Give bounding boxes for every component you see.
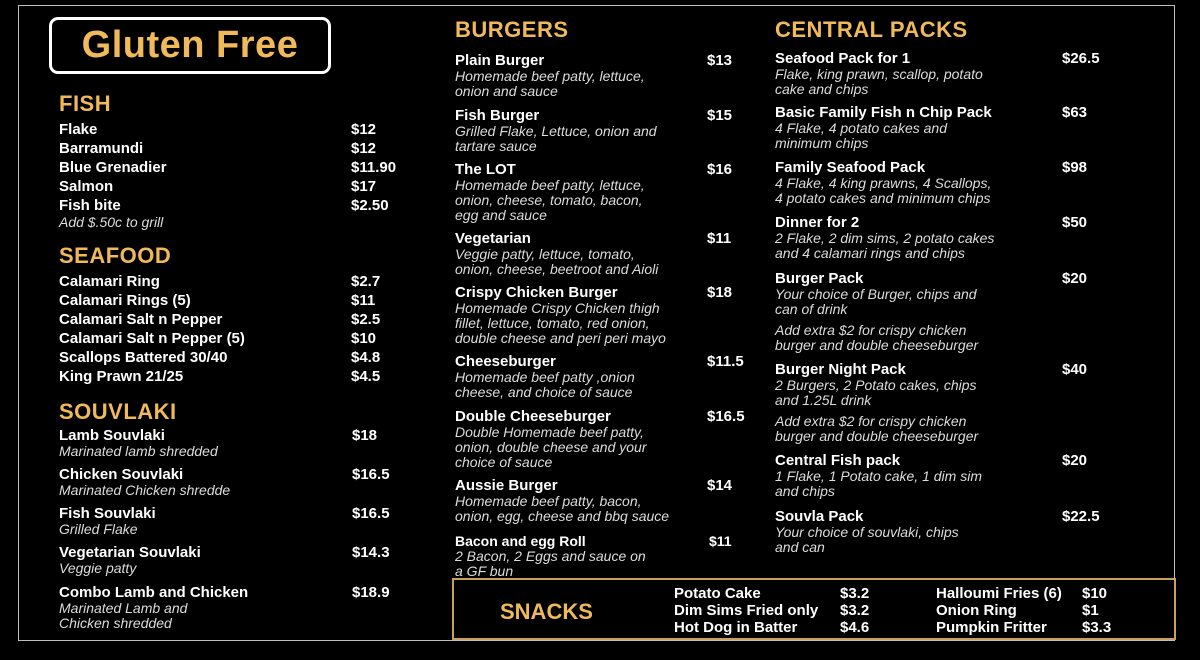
- snack-name: Pumpkin Fritter: [936, 619, 1047, 636]
- item-price: $16: [707, 161, 733, 178]
- fish-item-price: $12: [351, 121, 377, 138]
- item-price: $14.3: [352, 544, 390, 561]
- pack-item: [775, 105, 992, 151]
- burger-item: [455, 285, 666, 346]
- pack-item: [775, 509, 959, 555]
- item-price: $18: [707, 284, 733, 301]
- item-price: $16.5: [707, 408, 745, 425]
- snacks-box: [452, 578, 1176, 640]
- item-extra-note: burger and double cheeseburger: [775, 428, 979, 444]
- item-name: Souvla Pack: [775, 508, 864, 525]
- item-description: 4 Flake, 4 king prawns, 4 Scallops,: [775, 175, 992, 191]
- item-name: Chicken Souvlaki: [59, 466, 184, 483]
- item-price: $26.5: [1062, 50, 1100, 67]
- snack-price: $1: [1082, 602, 1099, 619]
- item-name: Seafood Pack for 1: [775, 50, 911, 67]
- item-name: Bacon and egg Roll: [455, 533, 586, 549]
- seafood-item-price: $4.8: [351, 349, 381, 366]
- item-description: 2 Bacon, 2 Eggs and sauce on: [455, 548, 646, 564]
- item-description: Homemade beef patty, lettuce,: [455, 68, 645, 84]
- item-description: Veggie patty, lettuce, tomato,: [455, 246, 635, 262]
- burger-item: [455, 478, 669, 524]
- burgers-heading: BURGERS: [455, 17, 569, 42]
- item-description: onion and sauce: [455, 83, 558, 99]
- item-description: can of drink: [775, 301, 848, 317]
- item-description: egg and sauce: [455, 207, 547, 223]
- pack-item: [775, 362, 978, 444]
- seafood-item-name: Calamari Salt n Pepper (5): [59, 330, 245, 347]
- item-description: Homemade beef patty, bacon,: [455, 493, 642, 509]
- pack-item: [775, 453, 982, 499]
- item-description: tartare sauce: [455, 138, 537, 154]
- pack-item: [775, 51, 983, 97]
- item-name: Fish Burger: [455, 107, 540, 124]
- pack-item: [775, 271, 978, 353]
- fish-item-price: $2.50: [351, 197, 389, 214]
- item-name: Burger Night Pack: [775, 361, 906, 378]
- item-description: onion, cheese, tomato, bacon,: [455, 192, 643, 208]
- fish-item-price: $17: [351, 178, 377, 195]
- seafood-item-name: Calamari Ring: [59, 273, 160, 290]
- item-price: $13: [707, 52, 733, 69]
- burger-item: [455, 53, 645, 99]
- item-price: $11.5: [707, 353, 744, 370]
- item-name: Combo Lamb and Chicken: [59, 584, 249, 601]
- item-price: $63: [1062, 104, 1088, 121]
- item-description: onion, egg, cheese and bbq sauce: [455, 508, 670, 524]
- item-description: and chips: [775, 483, 835, 499]
- item-description: Homemade beef patty ,onion: [455, 369, 635, 385]
- item-name: Basic Family Fish n Chip Pack: [775, 104, 992, 121]
- item-price: $98: [1062, 159, 1088, 176]
- snacks-heading: SNACKS: [500, 599, 593, 624]
- item-name: Cheeseburger: [455, 353, 556, 370]
- item-description: onion, cheese, beetroot and Aioli: [455, 261, 659, 277]
- snack-name: Dim Sims Fried only: [674, 602, 819, 619]
- seafood-heading: SEAFOOD: [59, 243, 172, 268]
- snack-name: Potato Cake: [674, 585, 761, 602]
- seafood-item-price: $11: [351, 292, 376, 309]
- item-description: and can: [775, 539, 825, 555]
- pack-item: [775, 215, 994, 261]
- snack-name: Onion Ring: [936, 602, 1017, 619]
- item-price: $50: [1062, 214, 1088, 231]
- seafood-item-price: $2.5: [351, 311, 381, 328]
- menu-title: Gluten Free: [81, 24, 299, 66]
- burger-item: [455, 231, 658, 277]
- item-description: cheese, and choice of sauce: [455, 384, 633, 400]
- item-description: 4 potato cakes and minimum chips: [775, 190, 991, 206]
- seafood-item-name: Calamari Salt n Pepper: [59, 311, 223, 328]
- snack-price: $3.2: [840, 585, 870, 602]
- title-box: [49, 17, 331, 74]
- item-price: $18.9: [352, 584, 390, 601]
- souvlaki-item: [59, 467, 230, 498]
- item-name: Crispy Chicken Burger: [455, 284, 618, 301]
- seafood-item-name: King Prawn 21/25: [59, 368, 184, 385]
- item-name: Central Fish pack: [775, 452, 901, 469]
- snack-price: $3.2: [840, 602, 870, 619]
- item-price: $16.5: [352, 466, 390, 483]
- item-name: Dinner for 2: [775, 214, 860, 231]
- seafood-item-price: $4.5: [351, 368, 381, 385]
- item-price: $11: [709, 533, 732, 549]
- item-description: 1 Flake, 1 Potato cake, 1 dim sim: [775, 468, 982, 484]
- item-description: fillet, lettuce, tomato, red onion,: [455, 315, 650, 331]
- item-description: Homemade beef patty, lettuce,: [455, 177, 645, 193]
- fish-heading: FISH: [59, 91, 112, 116]
- item-price: $16.5: [352, 505, 390, 522]
- fish-item-name: Salmon: [59, 178, 114, 195]
- item-price: $18: [352, 427, 378, 444]
- item-description: Double Homemade beef patty,: [455, 424, 644, 440]
- item-name: Aussie Burger: [455, 477, 558, 494]
- item-name: Family Seafood Pack: [775, 159, 926, 176]
- burger-item: [455, 354, 635, 400]
- item-name: Double Cheeseburger: [455, 408, 611, 425]
- snack-price: $3.3: [1082, 619, 1112, 636]
- item-description: 2 Burgers, 2 Potato cakes, chips: [775, 377, 977, 393]
- seafood-item-price: $10: [351, 330, 377, 347]
- snack-name: Halloumi Fries (6): [936, 585, 1062, 602]
- central-packs-heading: CENTRAL PACKS: [775, 17, 968, 42]
- item-description: and 1.25L drink: [775, 392, 872, 408]
- souvlaki-heading: SOUVLAKI: [59, 399, 177, 424]
- fish-grill-note: Add $.50c to grill: [59, 214, 164, 230]
- fish-item-price: $12: [351, 140, 377, 157]
- fish-item-price: $11.90: [351, 159, 397, 176]
- item-description: Your choice of Burger, chips and: [775, 286, 977, 302]
- seafood-item-name: Scallops Battered 30/40: [59, 349, 228, 366]
- item-description: double cheese and peri peri mayo: [455, 330, 666, 346]
- seafood-item-name: Calamari Rings (5): [59, 292, 191, 309]
- burger-item: [455, 409, 646, 470]
- item-description: Grilled Flake, Lettuce, onion and: [455, 123, 657, 139]
- item-description: and 4 calamari rings and chips: [775, 245, 965, 261]
- snack-price: $4.6: [840, 619, 870, 636]
- burger-item: [455, 533, 646, 579]
- snack-name: Hot Dog in Batter: [674, 619, 798, 636]
- fish-item-name: Fish bite: [59, 197, 121, 214]
- item-name: The LOT: [455, 161, 516, 178]
- item-extra-note: Add extra $2 for crispy chicken: [775, 413, 967, 429]
- souvlaki-item: [59, 585, 248, 631]
- item-description: Veggie patty: [59, 560, 137, 576]
- item-name: Vegetarian Souvlaki: [59, 544, 201, 561]
- item-description: Your choice of souvlaki, chips: [775, 524, 959, 540]
- item-price: $11: [707, 230, 732, 247]
- souvlaki-item: [59, 428, 218, 459]
- item-name: Fish Souvlaki: [59, 505, 156, 522]
- item-price: $15: [707, 107, 733, 124]
- item-price: $14: [707, 477, 733, 494]
- fish-item-name: Barramundi: [59, 140, 144, 157]
- item-price: $20: [1062, 270, 1088, 287]
- item-description: cake and chips: [775, 81, 869, 97]
- item-name: Lamb Souvlaki: [59, 427, 165, 444]
- burger-item: [455, 108, 657, 154]
- item-description: Flake, king prawn, scallop, potato: [775, 66, 983, 82]
- item-extra-note: burger and double cheeseburger: [775, 337, 979, 353]
- pack-item: [775, 160, 991, 206]
- item-description: Chicken shredded: [59, 615, 172, 631]
- item-description: Homemade Crispy Chicken thigh: [455, 300, 660, 316]
- item-name: Burger Pack: [775, 270, 864, 287]
- item-name: Plain Burger: [455, 52, 545, 69]
- souvlaki-item: [59, 506, 156, 537]
- fish-item-name: Flake: [59, 121, 98, 138]
- burger-item: [455, 162, 645, 223]
- item-description: a GF bun: [455, 563, 514, 579]
- item-description: Marinated lamb shredded: [59, 443, 218, 459]
- item-description: 4 Flake, 4 potato cakes and: [775, 120, 947, 136]
- item-description: choice of sauce: [455, 454, 553, 470]
- snack-price: $10: [1082, 585, 1108, 602]
- seafood-item-price: $2.7: [351, 273, 381, 290]
- item-description: Grilled Flake: [59, 521, 138, 537]
- item-name: Vegetarian: [455, 230, 531, 247]
- item-extra-note: Add extra $2 for crispy chicken: [775, 322, 967, 338]
- item-description: Marinated Lamb and: [59, 600, 188, 616]
- item-price: $22.5: [1062, 508, 1100, 525]
- item-description: 2 Flake, 2 dim sims, 2 potato cakes: [775, 230, 995, 246]
- souvlaki-item: [59, 545, 201, 576]
- fish-item-name: Blue Grenadier: [59, 159, 167, 176]
- item-description: Marinated Chicken shredde: [59, 482, 231, 498]
- item-description: minimum chips: [775, 135, 869, 151]
- item-price: $20: [1062, 452, 1088, 469]
- item-price: $40: [1062, 361, 1088, 378]
- item-description: onion, double cheese and your: [455, 439, 647, 455]
